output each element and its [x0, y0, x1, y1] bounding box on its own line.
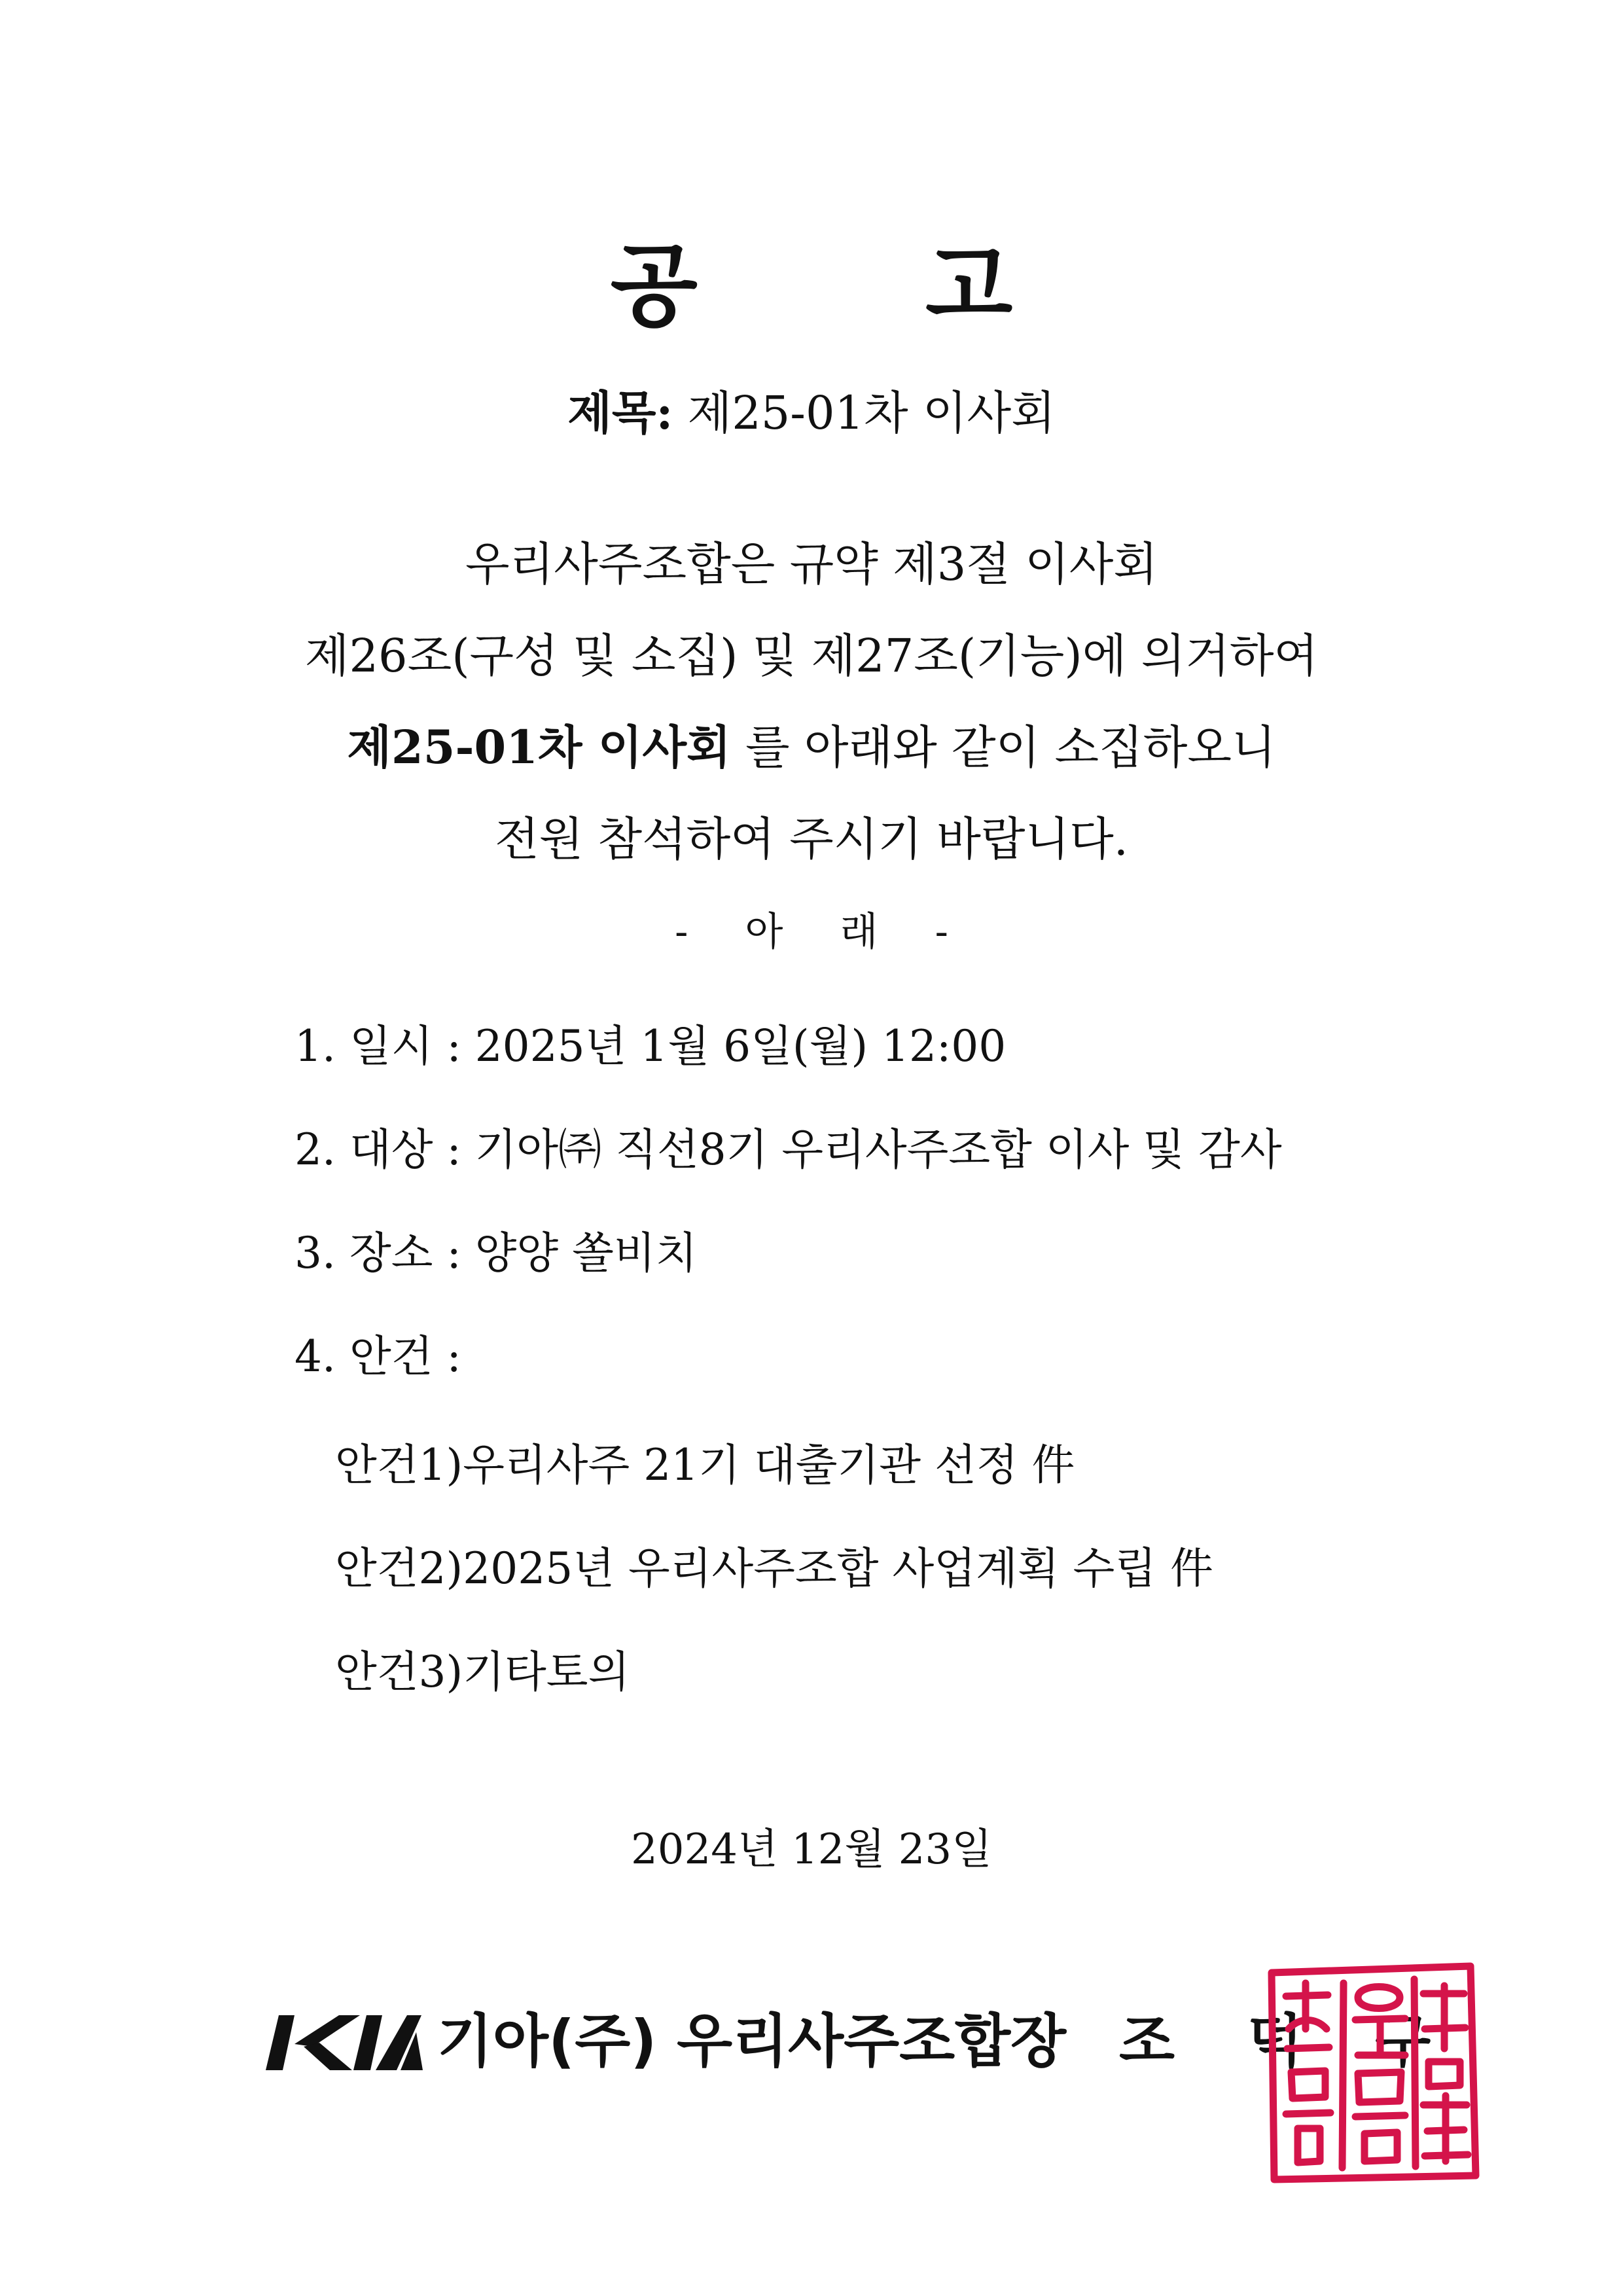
- body-line-3: [0, 702, 1623, 793]
- notice-heading: - 아 래 -: [675, 909, 971, 955]
- subject-label: 제목:: [567, 386, 673, 440]
- subject-value: 제25-01차 이사회: [687, 386, 1056, 440]
- agenda-item: 안건3)기타토의: [335, 1647, 630, 1697]
- body-paragraph: [0, 518, 1623, 885]
- detail-target: 2. 대상 : 기아㈜ 직선8기 우리사주조합 이사 및 감사: [294, 1124, 1282, 1175]
- kia-logo: [262, 2010, 425, 2075]
- representative-name: 조 덕 구: [1119, 2007, 1457, 2075]
- detail-datetime: 1. 일시 : 2025년 1월 6일(월) 12:00: [294, 1021, 1007, 1071]
- organization-name: 기아(주) 우리사주조합장: [437, 2007, 1067, 2075]
- subject-line: [0, 386, 1623, 440]
- body-line-4: 전원 참석하여 주시기 바랍니다.: [494, 812, 1129, 866]
- body-line-3-rest: 를 아래와 같이 소집하오니: [730, 721, 1276, 774]
- meeting-name: 제25-01차 이사회: [347, 720, 731, 774]
- body-line-1: 우리사주조합은 규약 제3절 이사회: [465, 537, 1158, 591]
- issue-date: 2024년 12월 23일: [631, 1825, 992, 1874]
- official-seal-stamp: [1260, 1957, 1482, 2186]
- agenda-item: 안건2)2025년 우리사주조합 사업계획 수립 件: [335, 1543, 1213, 1594]
- detail-agenda-label: 4. 안건 :: [294, 1331, 461, 1382]
- body-line-2: 제26조(구성 및 소집) 및 제27조(기능)에 의거하여: [304, 629, 1319, 683]
- detail-location: 3. 장소 : 양양 쏠비치: [294, 1228, 698, 1278]
- document-title: 공 고: [610, 232, 1111, 339]
- agenda-item: 안건1)우리사주 21기 대출기관 선정 件: [335, 1440, 1075, 1490]
